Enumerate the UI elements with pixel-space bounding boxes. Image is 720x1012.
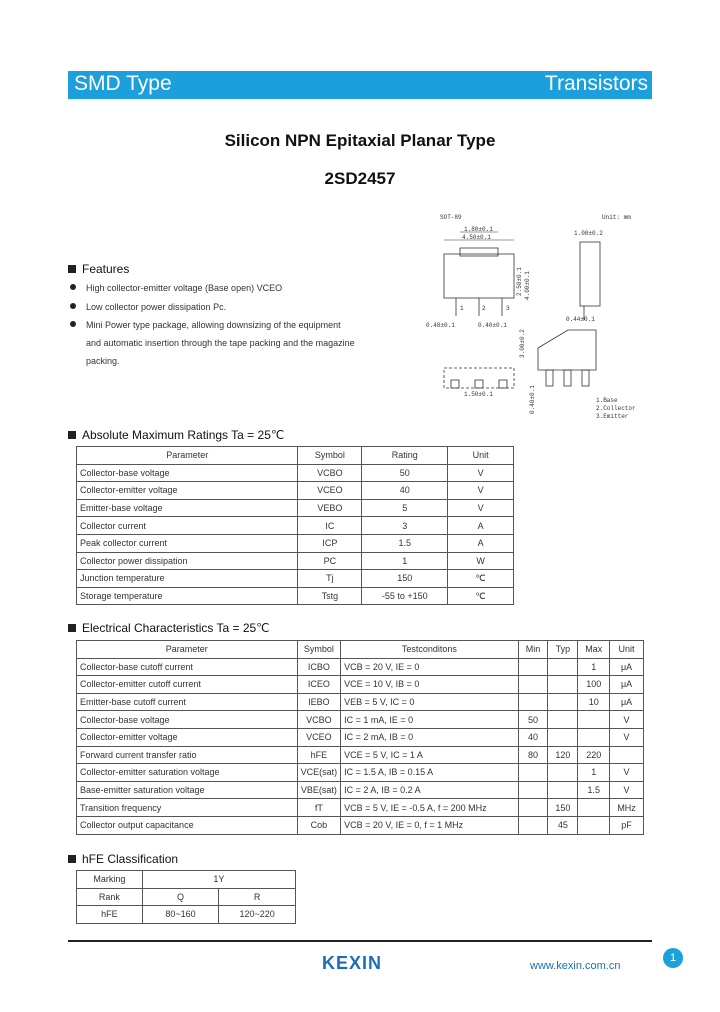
dim-label: 0.44±0.1 <box>566 316 595 323</box>
table-cell: 40 <box>518 728 548 746</box>
page-number: 1 <box>663 948 683 968</box>
table-cell: A <box>448 534 514 552</box>
table-cell <box>548 693 578 711</box>
feature-item: Low collector power dissipation Pc. <box>70 302 226 312</box>
table-cell: Tj <box>298 570 362 588</box>
table-cell: 120 <box>548 746 578 764</box>
table-cell: W <box>448 552 514 570</box>
table-cell: 150 <box>362 570 448 588</box>
table-cell: A <box>448 517 514 535</box>
package-side-view <box>580 242 600 306</box>
bullet-square-icon <box>68 855 76 863</box>
table-row <box>77 499 514 517</box>
table-cell: V <box>448 482 514 500</box>
table-cell <box>548 711 578 729</box>
bullet-square-icon <box>68 624 76 632</box>
table-cell <box>548 658 578 676</box>
table-cell: μA <box>610 676 644 694</box>
col-header: Symbol <box>297 641 341 659</box>
bullet-square-icon <box>68 265 76 273</box>
table-row <box>77 888 296 906</box>
table-cell: VCBO <box>297 711 341 729</box>
col-header: Rating <box>362 447 448 465</box>
abs-max-table <box>76 446 514 605</box>
table-cell: ℃ <box>448 570 514 588</box>
table-cell: Collector-base cutoff current <box>77 658 298 676</box>
table-row <box>77 658 644 676</box>
pin-legend: 1.Base <box>596 397 618 404</box>
table-cell <box>548 676 578 694</box>
table-cell: V <box>448 499 514 517</box>
pin-legend: 2.Collector <box>596 405 636 412</box>
table-cell: Collector-emitter voltage <box>77 482 298 500</box>
table-cell: Collector power dissipation <box>77 552 298 570</box>
dim-label: 0.40±0.1 <box>478 322 507 329</box>
table-cell <box>518 693 548 711</box>
table-cell <box>518 816 548 834</box>
table-cell: R <box>219 888 296 906</box>
package-diagram <box>418 208 658 423</box>
table-cell: IC = 1.5 A, IB = 0.15 A <box>341 764 518 782</box>
table-row <box>77 728 644 746</box>
table-row <box>77 693 644 711</box>
table-cell <box>548 781 578 799</box>
table-cell: V <box>610 711 644 729</box>
table-row <box>77 871 296 889</box>
pin-label: 2 <box>482 305 486 312</box>
table-cell: Tstg <box>298 587 362 605</box>
table-cell: Marking <box>77 871 143 889</box>
table-cell: 1 <box>362 552 448 570</box>
dim-label: 1.50±0.1 <box>464 391 493 398</box>
table-cell: 150 <box>548 799 578 817</box>
table-cell: VCEO <box>297 728 341 746</box>
table-cell: 3 <box>362 517 448 535</box>
unit-label: Unit: mm <box>602 214 631 221</box>
table-cell: Junction temperature <box>77 570 298 588</box>
table-cell <box>518 676 548 694</box>
table-row <box>77 906 296 924</box>
table-cell: 120~220 <box>219 906 296 924</box>
pin-legend: 3.Emitter <box>596 413 629 420</box>
table-cell: VCBO <box>298 464 362 482</box>
table-cell: 40 <box>362 482 448 500</box>
table-cell: hFE <box>77 906 143 924</box>
table-cell: VCE = 5 V, IC = 1 A <box>341 746 518 764</box>
hfe-table <box>76 870 296 924</box>
table-cell: PC <box>298 552 362 570</box>
table-cell: IC = 1 mA, IE = 0 <box>341 711 518 729</box>
table-cell: 220 <box>578 746 610 764</box>
table-cell <box>610 746 644 764</box>
company-logo: KEXIN <box>322 953 383 973</box>
feature-continuation: and automatic insertion through the tape packing and the magazine <box>86 338 355 348</box>
table-cell: 1.5 <box>362 534 448 552</box>
table-cell: IEBO <box>297 693 341 711</box>
dim-label: 0.40±0.1 <box>529 385 536 414</box>
website-link[interactable]: www.kexin.com.cn <box>530 960 621 972</box>
table-cell: 50 <box>518 711 548 729</box>
table-cell: pF <box>610 816 644 834</box>
table-cell <box>578 728 610 746</box>
dim-label: 4.50±0.1 <box>462 234 491 241</box>
feature-item: High collector-emitter voltage (Base open) VCEO <box>70 283 282 293</box>
feature-item: Mini Power type package, allowing downsizing of the equipment <box>70 320 341 330</box>
table-cell: VCB = 5 V, IE = -0.5 A, f = 200 MHz <box>341 799 518 817</box>
table-cell: fT <box>297 799 341 817</box>
table-cell: 80~160 <box>142 906 219 924</box>
col-header: Parameter <box>77 447 298 465</box>
footer-divider <box>68 940 652 942</box>
bullet-square-icon <box>68 431 76 439</box>
table-cell: μA <box>610 658 644 676</box>
table-cell: Q <box>142 888 219 906</box>
table-cell: 10 <box>578 693 610 711</box>
table-cell: Rank <box>77 888 143 906</box>
table-cell <box>548 764 578 782</box>
table-cell: μA <box>610 693 644 711</box>
bullet-dot-icon <box>70 284 76 290</box>
table-row <box>77 587 514 605</box>
bullet-dot-icon <box>70 303 76 309</box>
col-header: Unit <box>610 641 644 659</box>
elec-table <box>76 640 644 835</box>
table-cell: VCB = 20 V, IE = 0 <box>341 658 518 676</box>
table-cell: V <box>610 728 644 746</box>
table-row <box>77 570 514 588</box>
table-cell: -55 to +150 <box>362 587 448 605</box>
table-cell: Peak collector current <box>77 534 298 552</box>
table-cell: ICP <box>298 534 362 552</box>
table-cell: MHz <box>610 799 644 817</box>
table-cell: Collector-base voltage <box>77 711 298 729</box>
table-cell <box>518 781 548 799</box>
header-left: SMD Type <box>74 72 172 95</box>
table-row <box>77 711 644 729</box>
package-3d-view <box>538 330 596 370</box>
table-cell: Emitter-base voltage <box>77 499 298 517</box>
table-row <box>77 534 514 552</box>
table-cell: VCE(sat) <box>297 764 341 782</box>
table-cell: VBE(sat) <box>297 781 341 799</box>
table-row <box>77 482 514 500</box>
col-header: Max <box>578 641 610 659</box>
table-row <box>77 799 644 817</box>
table-cell <box>518 658 548 676</box>
table-cell <box>518 799 548 817</box>
part-number: 2SD2457 <box>324 169 396 188</box>
table-cell: V <box>448 464 514 482</box>
dim-label: 3.00±0.2 <box>519 329 526 358</box>
dim-label: 1.00±0.2 <box>574 230 603 237</box>
bullet-dot-icon <box>70 321 76 327</box>
table-cell: Transition frequency <box>77 799 298 817</box>
pin-label: 1 <box>460 305 464 312</box>
table-cell: Collector-emitter saturation voltage <box>77 764 298 782</box>
table-row <box>77 517 514 535</box>
table-row <box>77 676 644 694</box>
table-cell: VCE = 10 V, IB = 0 <box>341 676 518 694</box>
hfe-heading: hFE Classification <box>68 852 178 866</box>
table-row <box>77 746 644 764</box>
table-cell: 1 <box>578 658 610 676</box>
table-cell: Collector output capacitance <box>77 816 298 834</box>
col-header: Testconditons <box>341 641 518 659</box>
table-cell: 1 <box>578 764 610 782</box>
package-tab <box>460 248 498 256</box>
table-cell <box>518 764 548 782</box>
table-header-row <box>77 641 644 659</box>
col-header: Unit <box>448 447 514 465</box>
col-header: Typ <box>548 641 578 659</box>
header-right: Transistors <box>544 72 648 95</box>
table-cell: VEBO <box>298 499 362 517</box>
table-row <box>77 552 514 570</box>
table-cell <box>578 799 610 817</box>
dim-label: 1.80±0.1 <box>464 226 493 233</box>
table-cell: 1Y <box>142 871 295 889</box>
table-row <box>77 764 644 782</box>
table-cell: 5 <box>362 499 448 517</box>
table-cell: IC <box>298 517 362 535</box>
table-cell: Collector current <box>77 517 298 535</box>
table-cell: Storage temperature <box>77 587 298 605</box>
table-cell: Forward current transfer ratio <box>77 746 298 764</box>
package-top-view <box>444 254 514 298</box>
package-bottom-view <box>444 368 514 388</box>
dim-label: 2.50±0.1 <box>516 267 523 296</box>
table-cell: Collector-emitter cutoff current <box>77 676 298 694</box>
table-cell <box>548 728 578 746</box>
table-cell: 1.5 <box>578 781 610 799</box>
table-cell: VCB = 20 V, IE = 0, f = 1 MHz <box>341 816 518 834</box>
table-cell: ℃ <box>448 587 514 605</box>
table-cell: Base-emitter saturation voltage <box>77 781 298 799</box>
dim-label: 0.48±0.1 <box>426 322 455 329</box>
table-cell: IC = 2 A, IB = 0.2 A <box>341 781 518 799</box>
package-label: SOT-89 <box>440 214 462 221</box>
table-header-row <box>77 447 514 465</box>
table-row <box>77 464 514 482</box>
table-cell <box>578 816 610 834</box>
table-cell: 50 <box>362 464 448 482</box>
table-row <box>77 781 644 799</box>
table-cell: Cob <box>297 816 341 834</box>
table-cell: 80 <box>518 746 548 764</box>
table-cell: ICBO <box>297 658 341 676</box>
table-cell: Collector-base voltage <box>77 464 298 482</box>
table-cell: ICEO <box>297 676 341 694</box>
feature-continuation: packing. <box>86 356 120 366</box>
dim-label: 4.00±0.1 <box>524 271 531 300</box>
table-cell: hFE <box>297 746 341 764</box>
table-cell: 45 <box>548 816 578 834</box>
col-header: Parameter <box>77 641 298 659</box>
table-row <box>77 816 644 834</box>
table-cell: VEB = 5 V, IC = 0 <box>341 693 518 711</box>
table-cell: Emitter-base cutoff current <box>77 693 298 711</box>
elec-heading: Electrical Characteristics Ta = 25℃ <box>68 621 270 635</box>
page-title: Silicon NPN Epitaxial Planar Type <box>224 131 496 150</box>
header-bar <box>68 71 652 99</box>
pin-label: 3 <box>506 305 510 312</box>
features-heading: Features <box>68 262 129 276</box>
table-cell: VCEO <box>298 482 362 500</box>
table-cell: V <box>610 764 644 782</box>
table-cell: 100 <box>578 676 610 694</box>
table-cell: V <box>610 781 644 799</box>
col-header: Min <box>518 641 548 659</box>
table-cell <box>578 711 610 729</box>
table-cell: Collector-emitter voltage <box>77 728 298 746</box>
abs-max-heading: Absolute Maximum Ratings Ta = 25℃ <box>68 428 284 442</box>
col-header: Symbol <box>298 447 362 465</box>
table-cell: IC = 2 mA, IB = 0 <box>341 728 518 746</box>
